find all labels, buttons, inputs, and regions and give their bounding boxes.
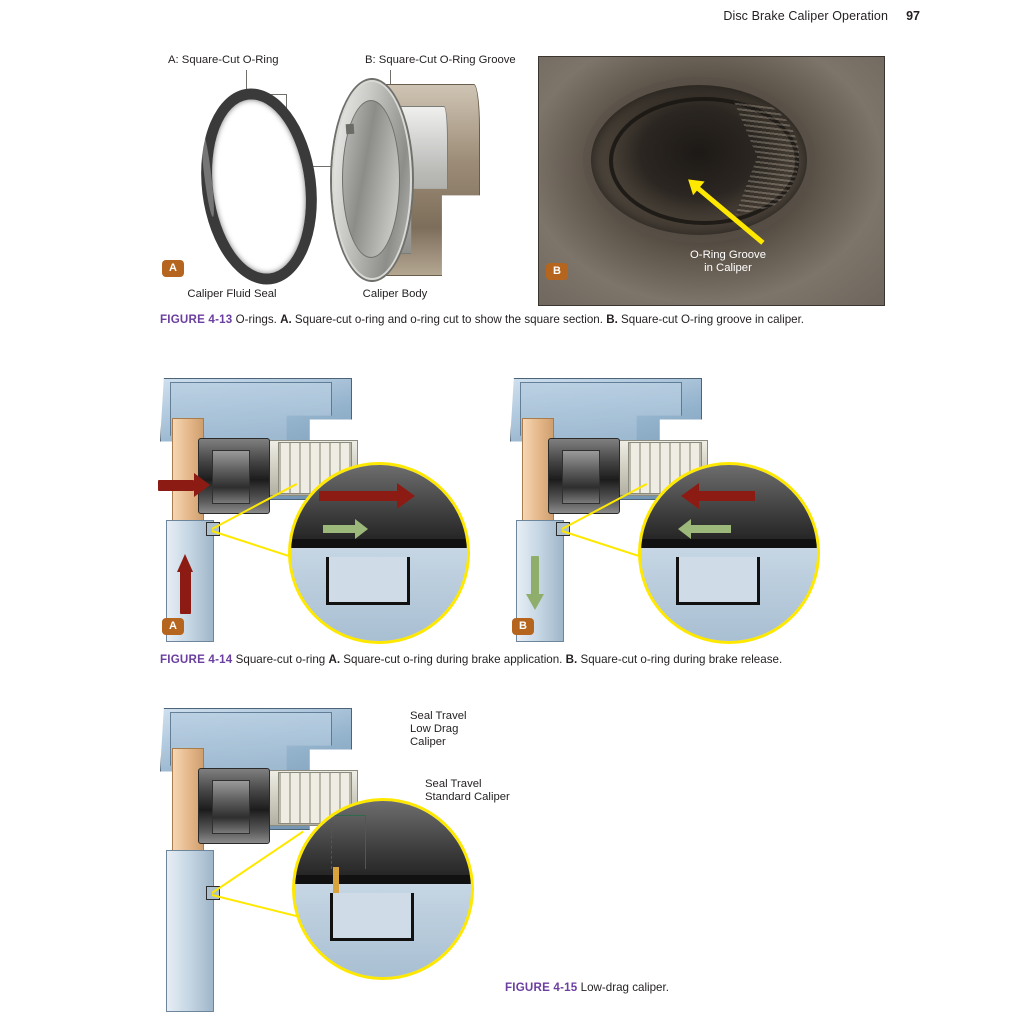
callout-piston-arrowhead [397, 483, 415, 509]
magnified-seal-callout [638, 462, 820, 644]
figure-4-15-caption-text: Low-drag caliper. [577, 981, 669, 994]
figure-4-13 [160, 48, 890, 306]
callout-seal-arrowhead [678, 519, 691, 539]
page-number: 97 [906, 9, 920, 23]
figure-4-15-panel [150, 700, 510, 990]
photo-label-line1: O-Ring Groove [690, 249, 766, 261]
label-square-cut-o-ring: A: Square-Cut O-Ring [168, 54, 279, 66]
callout-seal-arrow [323, 525, 357, 533]
fluid-pressure-arrow [180, 570, 191, 614]
label-line-2: Low Drag [410, 723, 459, 735]
figure-4-14-badge-a: A [162, 618, 184, 635]
callout-piston-arrow [319, 491, 399, 501]
label-caliper-body: Caliper Body [362, 288, 428, 300]
figure-4-13-badge-b: B [546, 263, 568, 280]
callout-seal-arrowhead [355, 519, 368, 539]
magnified-seal-callout [292, 798, 474, 980]
figure-4-13-number: FIGURE 4-13 [160, 313, 233, 326]
callout-seal-arrow [691, 525, 731, 533]
caliper-body-cutaway-illustration [330, 78, 485, 283]
seal-travel-marker-low-drag [331, 815, 333, 869]
label-seal-travel-standard-caliper [425, 778, 575, 804]
figure-4-14-badge-b: B [512, 618, 534, 635]
figure-4-14-caption [160, 652, 900, 667]
figure-4-14-panel-a [150, 370, 480, 640]
seal-travel-marker-line [331, 815, 365, 816]
apply-force-arrow [158, 480, 194, 491]
apply-force-arrowhead [194, 473, 210, 497]
label-line-1: Seal Travel [410, 710, 467, 722]
seal-travel-marker-standard [365, 815, 366, 869]
magnified-seal-callout [288, 462, 470, 644]
label-line-1: Seal Travel [425, 778, 482, 790]
figure-4-13-badge-a: A [162, 260, 184, 277]
callout-piston-arrow [699, 491, 755, 501]
release-fluid-arrow [531, 556, 539, 596]
photo-label-line2: in Caliper [704, 262, 752, 274]
label-line-2: Standard Caliper [425, 791, 510, 803]
figure-4-14-panel-b [500, 370, 830, 640]
label-seal-travel-low-drag-caliper [410, 710, 530, 749]
figure-4-14-caption-text: Square-cut o-ring A. Square-cut o-ring during brake application. B. Square-cut o-ring during brake release. [232, 653, 783, 666]
label-square-cut-o-ring-groove: B: Square-Cut O-Ring Groove [365, 54, 516, 66]
fluid-pressure-arrowhead [177, 554, 193, 572]
square-cut-o-ring-illustration [190, 82, 327, 291]
running-head: Disc Brake Caliper Operation [723, 9, 888, 23]
release-fluid-arrowhead [526, 594, 544, 610]
figure-4-15-number: FIGURE 4-15 [505, 981, 578, 994]
callout-piston-arrowhead [681, 483, 699, 509]
caliper-bore-photo [538, 56, 885, 306]
figure-4-14-number: FIGURE 4-14 [160, 653, 233, 666]
figure-4-13-caption-text: O-rings. A. Square-cut o-ring and o-ring cut to show the square section. B. Square-cut O-ring groove in caliper. [232, 313, 805, 326]
seal-travel-band [333, 867, 339, 893]
label-caliper-fluid-seal: Caliper Fluid Seal [187, 288, 277, 300]
photo-label-o-ring-groove [653, 249, 803, 275]
figure-4-15-caption [505, 980, 905, 995]
figure-4-13-caption [160, 312, 900, 327]
label-line-3: Caliper [410, 736, 446, 748]
